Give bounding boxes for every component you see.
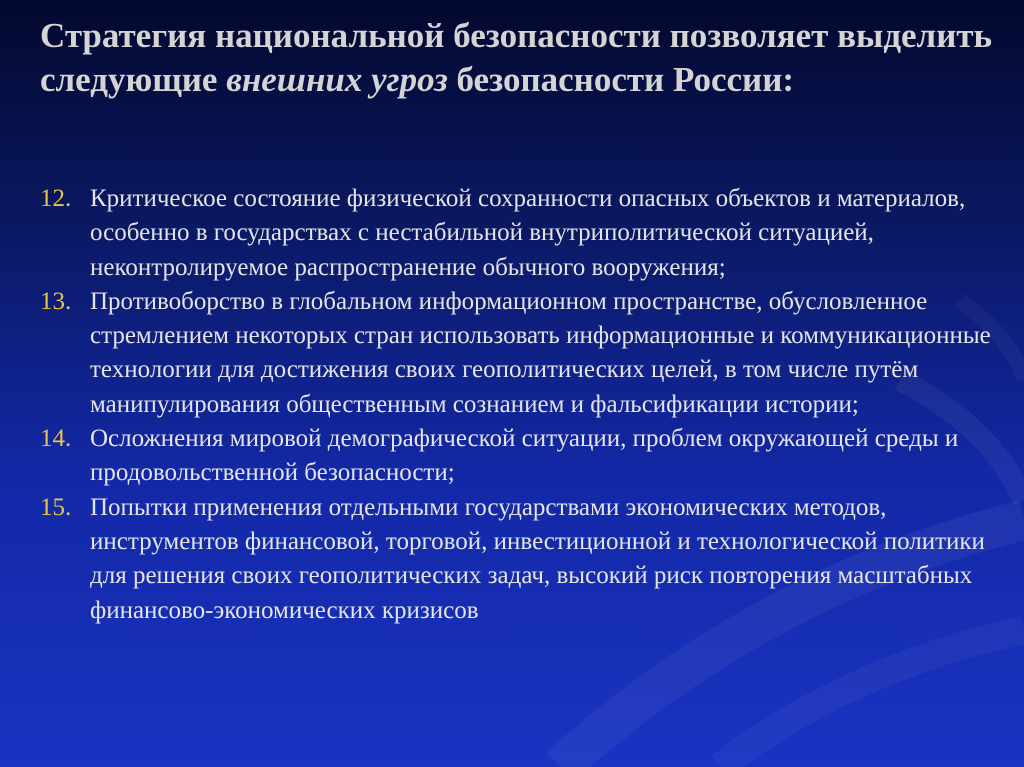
list-item <box>40 491 1010 628</box>
list-item-number: 12. <box>40 185 72 212</box>
threat-list <box>40 182 1010 628</box>
list-item-text: Попытки применения отдельными государствами экономических методов, инструментов финансовой, торговой, инвестиционной и технологической политики для решения своих геополитических задач, высокий риск повторения масштабных финансово-экономических кризисов <box>90 493 985 624</box>
list-item <box>40 182 1010 285</box>
list-item <box>40 285 1010 422</box>
list-item-text: Критическое состояние физической сохранности опасных объектов и материалов, особенно в государствах с нестабильной внутриполитической ситуацией, неконтролируемое распространение обычного вооружения; <box>90 185 966 281</box>
list-item-number: 13. <box>40 287 72 315</box>
list-item-number: 15. <box>40 493 72 521</box>
list-item-text: Противоборство в глобальном информационном пространстве, обусловленное стремлением некоторых стран использовать информационные и коммуникационные технологии для достижения своих геополитических целей, в том числе путём манипулирования общественным сознанием и фальсификации истории; <box>90 287 991 418</box>
slide-title <box>40 14 1000 102</box>
list-item <box>40 422 1010 491</box>
list-item-number: 14. <box>40 425 72 453</box>
list-item-text: Осложнения мировой демографической ситуации, проблем окружающей среды и продовольственной безопасности; <box>90 425 959 487</box>
title-text-start: Стратегия национальной безопасности позволяет выделить следующие <box>40 16 993 99</box>
title-emphasis: внешних угроз <box>226 60 448 99</box>
title-text-end: безопасности России: <box>447 60 795 99</box>
